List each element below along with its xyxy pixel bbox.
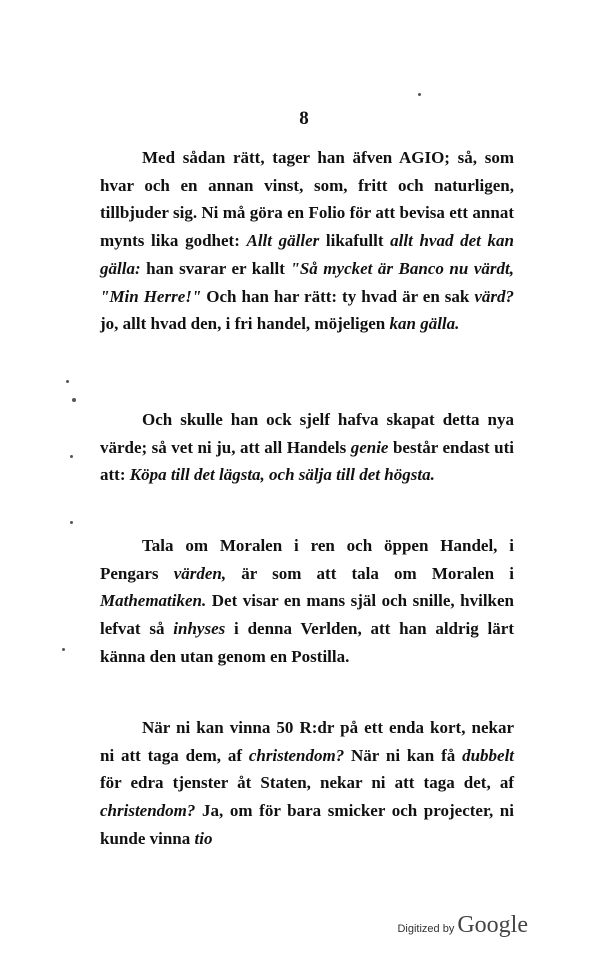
text-run: Och han har rätt: ty hvad är en sak <box>201 286 475 306</box>
text-run: Och skulle han ock sjelf hafva skapat detta nya värde; så vet ni ju, att all Handels <box>100 410 514 457</box>
scan-speck <box>72 398 76 402</box>
digitized-footer <box>397 912 528 939</box>
scan-speck <box>66 380 69 383</box>
scan-speck <box>418 93 421 96</box>
italic-text-run: christendom? <box>100 801 196 821</box>
paragraph-1 <box>100 144 514 338</box>
italic-text-run: Köpa till det lägsta, och sälja till det högsta. <box>129 465 435 485</box>
paragraph-2 <box>100 406 514 489</box>
page-number: 8 <box>299 108 309 129</box>
text-run: När ni kan vinna 50 R:dr på ett enda kort, nekar ni att taga dem, af <box>100 718 514 765</box>
text-run: jo, allt hvad den, i fri handel, möjeligen <box>100 314 390 334</box>
italic-text-run: inhyses <box>173 619 226 639</box>
text-run: han svarar er kallt <box>140 258 291 278</box>
italic-text-run: genie <box>350 437 389 457</box>
italic-text-run: värden, <box>173 563 227 583</box>
text-run: När ni kan få <box>344 745 463 765</box>
text-run: Med sådan rätt, tager han äfven AGIO; så, som hvar och en annan vinst, som, fritt och naturligen, tillbjuder sig. Ni må göra en Folio för att bevisa ett annat mynts lika godhet: <box>100 148 514 251</box>
paragraph-3 <box>100 532 514 671</box>
text-run: Tala om Moralen i ren och öppen Handel, i Pengars <box>100 536 514 583</box>
italic-text-run: värd? <box>474 286 514 306</box>
digitized-by-label: Digitized by <box>397 923 455 935</box>
italic-text-run: allt hvad det kan gälla: <box>100 231 514 278</box>
text-run: i denna Verlden, att han aldrig lärt känna den utan genom en Postilla. <box>100 619 514 666</box>
scan-speck <box>70 455 73 458</box>
scan-speck <box>62 648 65 651</box>
italic-text-run: "Så mycket är Banco nu värdt, "Min Herre!" <box>100 258 514 306</box>
google-logo: Google <box>457 912 528 938</box>
italic-text-run: Mathematiken. <box>100 591 207 611</box>
text-run: för edra tjenster åt Staten, nekar ni att taga det, af <box>100 773 514 793</box>
text-run: likafullt <box>319 231 391 251</box>
text-run: består endast uti att: <box>100 437 514 485</box>
paragraph-4 <box>100 714 514 853</box>
italic-text-run: tio <box>194 828 213 848</box>
italic-text-run: dubbelt <box>462 745 515 765</box>
text-run: Det visar en mans själ och snille, hvilken lefvat så <box>100 591 514 639</box>
text-run: Ja, om för bara smicker och projecter, ni kunde vinna <box>100 801 514 848</box>
scan-speck <box>70 521 73 524</box>
text-run: är som att tala om Moralen i <box>226 563 514 583</box>
italic-text-run: christendom? <box>248 745 345 765</box>
italic-text-run: Allt gäller <box>246 231 320 251</box>
italic-text-run: kan gälla. <box>389 314 460 334</box>
